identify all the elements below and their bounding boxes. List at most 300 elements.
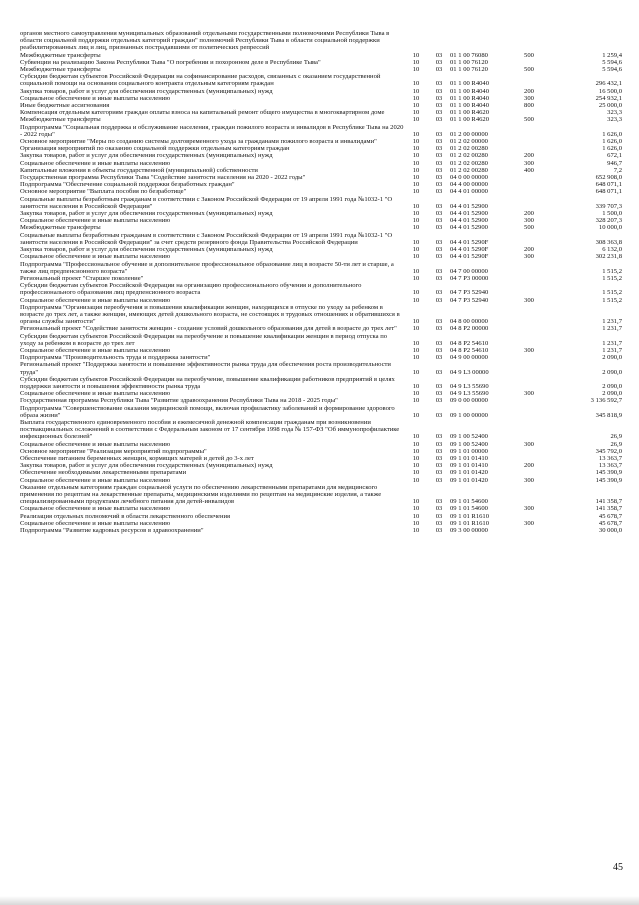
row-expense-type [516, 174, 542, 181]
row-subsection: 03 [435, 447, 443, 455]
row-subsection: 03 [435, 87, 443, 95]
row-name: Реализация отдельных полномочий в области лекарственного обеспечения [20, 512, 231, 520]
row-amount: 308 363,8 [595, 238, 622, 246]
row-section: 10 [412, 188, 420, 196]
row-target-code: 04 7 00 00000 [450, 267, 488, 275]
table-row [20, 102, 622, 109]
row-amount: 1 515,2 [602, 267, 622, 275]
row-section: 10 [412, 202, 420, 210]
row-expense-type [516, 232, 542, 246]
row-expense-type: 800 [524, 102, 534, 110]
row-section: 10 [412, 87, 420, 95]
row-section: 10 [412, 368, 420, 376]
row-subsection: 03 [435, 325, 443, 333]
table-row [20, 174, 622, 181]
table-row [20, 188, 622, 195]
row-name: Социальные выплаты безработным гражданам в соответствии с Законом Российской Федерации от 19 апреля 1991 года №1032-1 "О занятости населения в Российской Федерации" [20, 195, 393, 210]
row-amount: 2 090,0 [602, 390, 622, 398]
row-amount: 26,9 [610, 433, 622, 441]
row-subsection: 03 [435, 246, 443, 254]
row-expense-type [516, 109, 542, 116]
row-amount: 339 707,3 [595, 202, 622, 210]
row-section: 10 [412, 512, 420, 520]
row-name: Социальное обеспечение и иные выплаты населению [20, 159, 171, 167]
row-amount: 2 090,0 [602, 368, 622, 376]
row-amount: 946,7 [607, 159, 622, 167]
row-amount: 1 515,2 [602, 296, 622, 304]
row-subsection: 03 [435, 339, 443, 347]
row-section: 10 [412, 519, 420, 527]
row-amount: 45 678,7 [598, 512, 622, 520]
row-section: 10 [412, 390, 420, 398]
row-expense-type: 200 [524, 87, 534, 95]
row-section: 10 [412, 152, 420, 160]
row-name: Основное мероприятие "Реализация мероприятий подпрограммы" [20, 447, 207, 455]
table-row [20, 325, 622, 332]
row-subsection: 03 [435, 469, 443, 477]
row-expense-type [516, 527, 542, 534]
row-subsection: 03 [435, 166, 443, 174]
table-row [20, 333, 622, 347]
table-row [20, 275, 622, 282]
row-target-code: 01 2 02 00280 [450, 166, 488, 174]
row-name: Основное мероприятие "Выплата пособия по безработице" [20, 188, 187, 196]
row-target-code: 01 1 00 R4620 [450, 109, 490, 117]
row-target-code: 09 1 01 54600 [450, 505, 488, 513]
row-expense-type: 300 [524, 390, 534, 398]
row-subsection: 03 [435, 433, 443, 441]
row-section: 10 [412, 318, 420, 326]
table-row [20, 405, 622, 419]
row-target-code: 04 7 P3 52940 [450, 289, 489, 297]
row-target-code: 04 4 01 52900 [450, 210, 488, 218]
row-section: 10 [412, 447, 420, 455]
row-section: 10 [412, 274, 420, 282]
row-expense-type [516, 325, 542, 332]
row-amount: 302 231,8 [595, 253, 622, 261]
row-name: Социальное обеспечение и иные выплаты населению [20, 505, 171, 513]
row-amount: 7,2 [613, 166, 622, 174]
row-target-code: 04 4 01 5290F [450, 238, 489, 246]
table-row [20, 167, 622, 174]
row-expense-type [516, 419, 542, 441]
row-expense-type: 200 [524, 246, 534, 254]
row-name: Субсидии бюджетам субъектов Российской Федерации на софинансирование расходов, связанных с оказанием государственной социальной помощи на основании социального контракта отдельным категориям граждан [20, 73, 381, 88]
row-name: Межбюджетные трансферты [20, 51, 101, 59]
table-row [20, 145, 622, 152]
row-subsection: 03 [435, 274, 443, 282]
row-amount: 648 071,1 [595, 188, 622, 196]
row-section: 10 [412, 217, 420, 225]
row-expense-type: 200 [524, 152, 534, 160]
table-row [20, 347, 622, 354]
row-subsection: 03 [435, 253, 443, 261]
row-section: 10 [412, 181, 420, 189]
row-amount: 1 259,4 [602, 51, 622, 59]
row-section: 10 [412, 66, 420, 74]
row-expense-type [516, 138, 542, 145]
row-section: 10 [412, 224, 420, 232]
row-expense-type: 300 [524, 505, 534, 513]
row-expense-type [516, 282, 542, 296]
row-target-code: 01 2 02 00280 [450, 145, 488, 153]
row-section: 10 [412, 116, 420, 124]
table-row [20, 217, 622, 224]
row-subsection: 03 [435, 440, 443, 448]
row-name: Основное мероприятие "Меры по созданию системы долговременного ухода за гражданами пожилого возраста и инвалидами" [20, 138, 377, 146]
row-subsection: 03 [435, 476, 443, 484]
row-subsection: 03 [435, 505, 443, 513]
row-subsection: 03 [435, 152, 443, 160]
row-name: Межбюджетные трансферты [20, 116, 101, 124]
row-name: Социальное обеспечение и иные выплаты населению [20, 476, 171, 484]
row-subsection: 03 [435, 512, 443, 520]
row-name: Межбюджетные трансферты [20, 224, 101, 232]
row-subsection: 03 [435, 354, 443, 362]
row-amount: 145 390,9 [595, 476, 622, 484]
row-expense-type [516, 405, 542, 419]
row-subsection: 03 [435, 382, 443, 390]
row-name: Социальное обеспечение и иные выплаты населению [20, 390, 171, 398]
row-expense-type: 500 [524, 51, 534, 59]
row-expense-type [516, 333, 542, 347]
row-name: Закупка товаров, работ и услуг для обеспечения государственных (муниципальных) нужд [20, 210, 273, 218]
row-target-code: 04 8 00 00000 [450, 318, 488, 326]
row-name: Закупка товаров, работ и услуг для обеспечения государственных (муниципальных) нужд [20, 462, 273, 470]
row-amount: 328 207,3 [595, 217, 622, 225]
row-target-code: 04 8 P2 00000 [450, 325, 489, 333]
table-row [20, 513, 622, 520]
row-section: 10 [412, 267, 420, 275]
row-target-code: 01 1 00 76080 [450, 51, 488, 59]
table-row [20, 52, 622, 59]
row-section: 10 [412, 382, 420, 390]
row-name: Субсидии бюджетам субъектов Российской Федерации на переобучение, повышение квалификации работников предприятий в целях поддержки занятости и повышения эффективности рынка труда [20, 375, 395, 390]
row-section: 10 [412, 325, 420, 333]
row-name: Оказание отдельным категориям граждан социальной услуги по обеспечению лекарственными препаратами для медицинского применения по рецептам на лекарственные препараты, медицинскими изделиями по рецептам на медицинские изделия, а также специализированными продуктами лечебного питания для детей-инвалидов [20, 483, 382, 506]
table-row [20, 95, 622, 102]
row-target-code: 01 1 00 R4040 [450, 102, 490, 110]
table-row [20, 441, 622, 448]
table-row [20, 138, 622, 145]
row-target-code: 09 1 01 54600 [450, 498, 488, 506]
row-section: 10 [412, 440, 420, 448]
row-subsection: 03 [435, 397, 443, 405]
row-expense-type [516, 397, 542, 404]
table-row [20, 116, 622, 123]
row-target-code: 04 9 00 00000 [450, 354, 488, 362]
row-amount: 45 678,7 [598, 519, 622, 527]
row-target-code: 09 1 01 01420 [450, 469, 488, 477]
table-row [20, 59, 622, 66]
row-name: Подпрограмма "Совершенствование оказания медицинской помощи, включая профилактику заболеваний и формирование здорового образа жизни" [20, 404, 395, 419]
table-row [20, 109, 622, 116]
row-amount: 16 500,0 [598, 87, 622, 95]
row-amount: 1 500,0 [602, 210, 622, 218]
row-subsection: 03 [435, 130, 443, 138]
table-row [20, 455, 622, 462]
row-target-code: 04 4 01 5290F [450, 246, 489, 254]
page-bottom-edge [0, 896, 639, 905]
row-expense-type: 500 [524, 224, 534, 232]
table-row [20, 261, 622, 275]
row-amount: 3 136 592,7 [590, 397, 622, 405]
row-amount [542, 30, 622, 52]
row-target-code: 09 3 00 00000 [450, 527, 488, 535]
row-subsection: 03 [435, 188, 443, 196]
row-expense-type [516, 30, 542, 52]
row-target-code: 04 8 P2 54610 [450, 339, 489, 347]
row-amount: 345 792,0 [595, 447, 622, 455]
row-amount: 141 358,7 [595, 498, 622, 506]
row-name: Подпрограмма "Обеспечение социальной поддержки безработных граждан" [20, 181, 235, 189]
table-row [20, 232, 622, 246]
row-name: Социальное обеспечение и иные выплаты населению [20, 217, 171, 225]
row-name: Иные бюджетные ассигнования [20, 102, 110, 110]
row-amount: 323,3 [607, 109, 622, 117]
row-name: Подпрограмма "Производительность труда и поддержка занятости" [20, 354, 211, 362]
row-subsection [428, 30, 450, 52]
budget-table-body [20, 30, 622, 534]
table-row [20, 520, 622, 527]
row-amount: 1 231,7 [602, 325, 622, 333]
row-target-code: 01 1 00 R4040 [450, 80, 490, 88]
row-section: 10 [412, 174, 420, 182]
row-amount: 1 231,7 [602, 346, 622, 354]
row-target-code: 04 9 L3 55690 [450, 382, 489, 390]
row-amount: 13 363,7 [598, 454, 622, 462]
row-expense-type [516, 261, 542, 275]
row-subsection: 03 [435, 159, 443, 167]
row-target-code: 09 1 00 52400 [450, 440, 488, 448]
row-amount: 254 932,1 [595, 94, 622, 102]
table-row [20, 477, 622, 484]
row-name: Социальное обеспечение и иные выплаты населению [20, 94, 171, 102]
row-amount: 1 626,0 [602, 130, 622, 138]
row-name: Закупка товаров, работ и услуг для обеспечения государственных (муниципальных) нужд [20, 87, 273, 95]
row-target-code: 01 1 00 76120 [450, 66, 488, 74]
row-target-code: 09 1 01 R1610 [450, 519, 490, 527]
row-amount: 2 090,0 [602, 354, 622, 362]
row-target-code: 09 1 01 00000 [450, 447, 488, 455]
row-amount: 1 515,2 [602, 274, 622, 282]
row-target-code: 09 1 00 52400 [450, 433, 488, 441]
row-target-code: 04 0 00 00000 [450, 174, 488, 182]
row-amount: 141 358,7 [595, 505, 622, 513]
row-name: Государственная программа Республики Тыва "Развитие здравоохранения Республики Тыва на 2018 - 2025 годы" [20, 397, 338, 405]
row-name: Закупка товаров, работ и услуг для обеспечения государственных (муниципальных) нужд [20, 152, 273, 160]
row-section: 10 [412, 246, 420, 254]
row-subsection: 03 [435, 454, 443, 462]
row-target-code: 04 4 01 52900 [450, 202, 488, 210]
row-subsection: 03 [435, 519, 443, 527]
row-section: 10 [412, 138, 420, 146]
row-section: 10 [412, 253, 420, 261]
row-name: Подпрограмма "Развитие кадровых ресурсов в здравоохранении" [20, 527, 204, 535]
row-expense-type [516, 145, 542, 152]
row-name: Организация мероприятий по оказанию социальной поддержки отдельным категориям граждан [20, 145, 290, 153]
row-subsection: 03 [435, 411, 443, 419]
row-name: Социальное обеспечение и иные выплаты населению [20, 253, 171, 261]
row-name: Выплата государственного единовременного пособия и ежемесячной денежной компенсации гражданам при возникновении поствакцинальных осложнений в соответствии с Федеральным законом от 17 сентября 1998 года № 157-ФЗ "Об иммунопрофилактике инфекционных болезней" [20, 418, 400, 441]
row-expense-type: 300 [524, 296, 534, 304]
row-expense-type [516, 304, 542, 326]
row-subsection: 03 [435, 390, 443, 398]
row-subsection: 03 [435, 109, 443, 117]
row-target-code: 09 0 00 00000 [450, 397, 488, 405]
row-subsection: 03 [435, 138, 443, 146]
table-row [20, 397, 622, 404]
row-subsection: 03 [435, 174, 443, 182]
row-target-code: 01 2 00 00000 [450, 130, 488, 138]
row-section: 10 [412, 58, 420, 66]
row-target-code: 04 8 P2 54610 [450, 346, 489, 354]
row-amount: 648 071,1 [595, 181, 622, 189]
row-subsection: 03 [435, 527, 443, 535]
row-amount: 145 390,9 [595, 469, 622, 477]
row-section: 10 [412, 339, 420, 347]
row-amount: 1 626,0 [602, 145, 622, 153]
row-subsection: 03 [435, 462, 443, 470]
row-expense-type: 500 [524, 116, 534, 124]
row-target-code: 01 2 02 00280 [450, 159, 488, 167]
row-expense-type [516, 124, 542, 138]
row-target-code: 01 1 00 76120 [450, 58, 488, 66]
row-name: Региональный проект "Поддержка занятости и повышение эффективности рынка труда для обеспечения роста производительности труда" [20, 361, 391, 376]
row-section: 10 [412, 289, 420, 297]
row-section: 10 [412, 505, 420, 513]
row-name: Региональный проект "Содействие занятости женщин - создание условий дошкольного образования для детей в возрасте до трех лет" [20, 325, 397, 333]
row-target-code: 01 2 02 00280 [450, 152, 488, 160]
row-subsection: 03 [435, 51, 443, 59]
row-target-code: 09 1 01 01420 [450, 476, 488, 484]
row-name: Компенсация отдельным категориям граждан оплаты взноса на капитальный ремонт общего имущества в многоквартирном доме [20, 109, 385, 117]
row-expense-type: 300 [524, 159, 534, 167]
table-row [20, 527, 622, 534]
table-row [20, 181, 622, 188]
row-name: Субсидии бюджетам субъектов Российской Федерации на переобучение и повышение квалификации женщин в период отпуска по уходу за ребенком в возрасте до трех лет [20, 332, 388, 347]
row-subsection: 03 [435, 66, 443, 74]
row-subsection: 03 [435, 102, 443, 110]
row-subsection: 03 [435, 267, 443, 275]
row-subsection: 03 [435, 210, 443, 218]
row-amount: 30 000,0 [598, 527, 622, 535]
row-section: 10 [412, 94, 420, 102]
row-subsection: 03 [435, 202, 443, 210]
table-row [20, 73, 622, 87]
row-expense-type [516, 275, 542, 282]
row-name: Подпрограмма "Профессиональное обучение и дополнительное профессиональное образование лиц в возрасте 50-ти лет и старше, а также лиц предпенсионного возраста" [20, 260, 394, 275]
row-target-code: 04 9 L3 55690 [450, 390, 489, 398]
row-target-code: 04 7 P3 52940 [450, 296, 489, 304]
row-section: 10 [412, 454, 420, 462]
table-row [20, 30, 622, 52]
row-name: Социальные выплаты безработным гражданам в соответствии с Законом Российской Федерации от 19 апреля 1991 года №1032-1 "О занятости населения в Российской Федерации" за счет средств резервного фонда Правительства Российской Федерации [20, 231, 393, 246]
row-target-code: 04 9 L3 00000 [450, 368, 489, 376]
row-target-code: 09 1 01 R1610 [450, 512, 490, 520]
row-expense-type [516, 484, 542, 506]
row-expense-type [516, 361, 542, 375]
table-row [20, 253, 622, 260]
table-row [20, 196, 622, 210]
row-amount: 2 090,0 [602, 382, 622, 390]
row-amount: 10 000,0 [598, 224, 622, 232]
row-section: 10 [412, 498, 420, 506]
row-target-code: 01 2 02 00000 [450, 138, 488, 146]
row-expense-type: 300 [524, 476, 534, 484]
table-row [20, 224, 622, 231]
row-target-code: 01 1 00 R4040 [450, 94, 490, 102]
row-target-code: 09 1 01 01410 [450, 462, 488, 470]
row-name: Социальное обеспечение и иные выплаты населению [20, 296, 171, 304]
row-section: 10 [412, 469, 420, 477]
row-amount: 1 626,0 [602, 138, 622, 146]
row-name: Закупка товаров, работ и услуг для обеспечения государственных (муниципальных) нужд [20, 246, 273, 254]
row-section: 10 [412, 109, 420, 117]
row-expense-type [516, 455, 542, 462]
row-name: Социальное обеспечение и иные выплаты населению [20, 346, 171, 354]
row-expense-type [516, 469, 542, 476]
row-target-code: 04 4 01 52900 [450, 224, 488, 232]
row-section: 10 [412, 296, 420, 304]
row-section: 10 [412, 476, 420, 484]
table-row [20, 304, 622, 326]
row-expense-type [516, 354, 542, 361]
row-section: 10 [412, 80, 420, 88]
row-target-code: 04 4 01 5290F [450, 253, 489, 261]
row-subsection: 03 [435, 346, 443, 354]
row-name: Социальное обеспечение и иные выплаты населению [20, 519, 171, 527]
row-expense-type: 300 [524, 217, 534, 225]
row-subsection: 03 [435, 318, 443, 326]
budget-table [20, 30, 622, 534]
row-subsection: 03 [435, 296, 443, 304]
row-expense-type [516, 513, 542, 520]
row-amount: 5 594,6 [602, 58, 622, 66]
row-amount: 26,9 [610, 440, 622, 448]
table-row [20, 376, 622, 390]
row-subsection: 03 [435, 116, 443, 124]
row-target-code: 04 4 00 00000 [450, 181, 488, 189]
row-amount: 5 594,6 [602, 66, 622, 74]
row-target-code: 01 1 00 R4620 [450, 116, 490, 124]
row-subsection: 03 [435, 217, 443, 225]
row-expense-type [516, 376, 542, 390]
row-expense-type: 300 [524, 253, 534, 261]
table-row [20, 160, 622, 167]
table-row [20, 152, 622, 159]
row-section: 10 [412, 527, 420, 535]
row-expense-type: 300 [524, 94, 534, 102]
row-subsection: 03 [435, 368, 443, 376]
table-row [20, 297, 622, 304]
row-amount: 652 908,0 [595, 174, 622, 182]
table-row [20, 448, 622, 455]
row-target-code: 01 1 00 R4040 [450, 87, 490, 95]
row-expense-type: 400 [524, 166, 534, 174]
row-section: 10 [412, 397, 420, 405]
row-name: Капитальные вложения в объекты государственной (муниципальной) собственности [20, 166, 258, 174]
row-expense-type: 300 [524, 346, 534, 354]
row-name: органов местного самоуправления муниципальных образований отдельными государственными полномочиями Республики Тыва в области социальной поддержки отдельных категорий граждан" полномочий Республики Тыва в области социальной поддержки реабилитированных лиц и лиц, признанных пострадавшими от политических репрессий [20, 30, 390, 52]
row-section: 10 [412, 166, 420, 174]
table-row [20, 354, 622, 361]
row-section: 10 [412, 102, 420, 110]
row-section: 10 [412, 433, 420, 441]
row-section: 10 [412, 238, 420, 246]
table-row [20, 484, 622, 506]
row-subsection: 03 [435, 80, 443, 88]
